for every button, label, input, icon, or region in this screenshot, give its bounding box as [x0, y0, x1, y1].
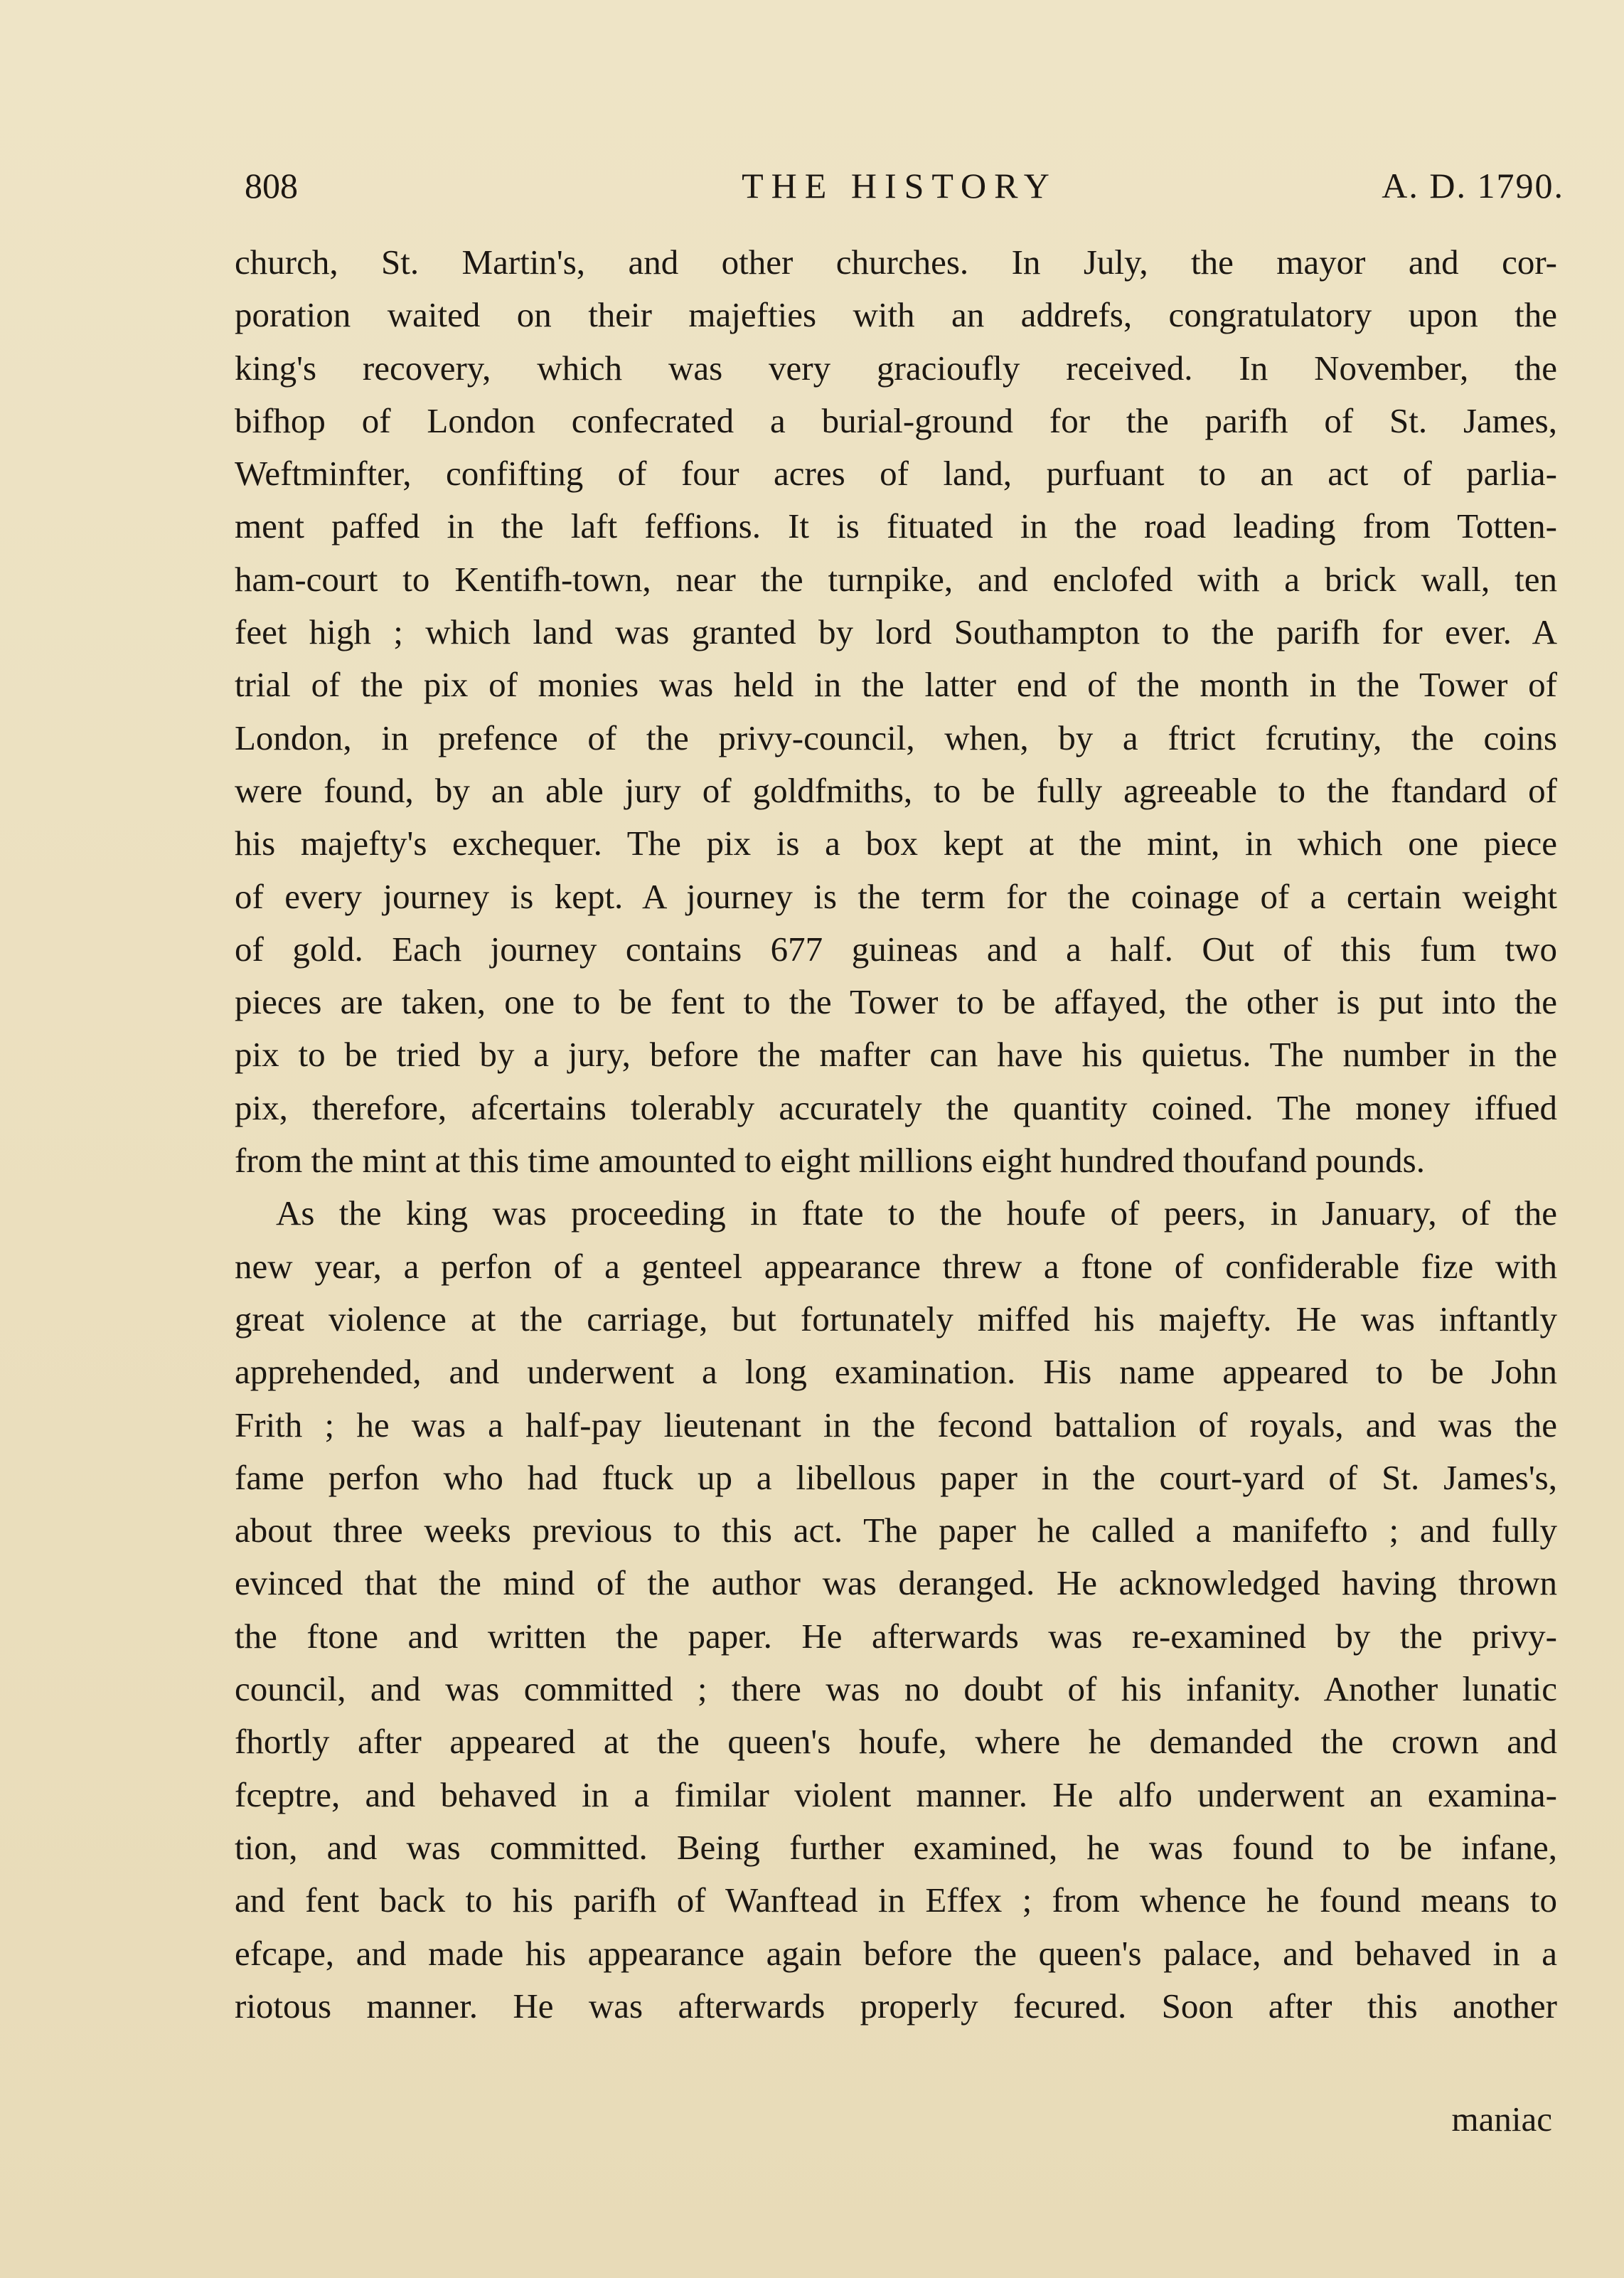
- page-number: 808: [245, 166, 298, 206]
- text-line: were found, by an able jury of goldfmiths, to be fully agreeable to the ftandard of: [235, 770, 1557, 810]
- text-line: poration waited on their majefties with an addrefs, congratulatory upon the: [235, 295, 1557, 335]
- text-line: the ftone and written the paper. He afterwards was re-examined by the privy-: [235, 1616, 1557, 1656]
- text-line: church, St. Martin's, and other churches. In July, the mayor and cor-: [235, 243, 1557, 282]
- text-line: bifhop of London confecrated a burial-ground for the parifh of St. James,: [235, 400, 1557, 440]
- text-line: fceptre, and behaved in a fimilar violent manner. He alfo underwent an examina-: [235, 1774, 1557, 1814]
- text-line: from the mint at this time amounted to eight millions eight hundred thoufand pounds.: [235, 1141, 1425, 1181]
- year-heading: A. D. 1790.: [1382, 166, 1564, 206]
- text-line: riotous manner. He was afterwards properly fecured. Soon after this another: [235, 1986, 1557, 2026]
- text-line: tion, and was committed. Being further examined, he was found to be infane,: [235, 1827, 1557, 1867]
- text-line: his majefty's exchequer. The pix is a box kept at the mint, in which one piece: [235, 824, 1557, 863]
- text-line: pieces are taken, one to be fent to the Tower to be affayed, the other is put into the: [235, 982, 1557, 1022]
- text-line: efcape, and made his appearance again before the queen's palace, and behaved in a: [235, 1933, 1557, 1973]
- page-header: [235, 161, 1564, 211]
- text-line: about three weeks previous to this act. The paper he called a manifefto ; and fully: [235, 1511, 1557, 1550]
- text-line: Frith ; he was a half-pay lieutenant in the fecond battalion of royals, and was the: [235, 1405, 1557, 1444]
- text-line: Weftminfter, confifting of four acres of land, purfuant to an act of parlia-: [235, 454, 1557, 494]
- text-line: As the king was proceeding in ftate to the houfe of peers, in January, of the: [276, 1193, 1557, 1233]
- text-line: pix, therefore, afcertains tolerably accurately the quantity coined. The money iffued: [235, 1087, 1557, 1127]
- text-line: ment paffed in the laft feffions. It is fituated in the road leading from Totten-: [235, 506, 1557, 546]
- text-line: great violence at the carriage, but fortunately miffed his majefty. He was inftantly: [235, 1299, 1557, 1338]
- text-line: evinced that the mind of the author was deranged. He acknowledged having thrown: [235, 1563, 1557, 1603]
- text-line: trial of the pix of monies was held in the latter end of the month in the Tower of: [235, 665, 1557, 705]
- text-line: pix to be tried by a jury, before the mafter can have his quietus. The number in the: [235, 1035, 1557, 1075]
- text-line: apprehended, and underwent a long examination. His name appeared to be John: [235, 1352, 1557, 1392]
- text-line: of every journey is kept. A journey is the term for the coinage of a certain weight: [235, 876, 1557, 916]
- body-text: [235, 236, 1557, 2033]
- text-line: king's recovery, which was very gracioufly received. In November, the: [235, 348, 1557, 388]
- paragraph-1: [235, 236, 1557, 1187]
- running-title: THE HISTORY: [742, 166, 1057, 206]
- paragraph-2: [235, 1187, 1557, 2033]
- text-line: of gold. Each journey contains 677 guineas and a half. Out of this fum two: [235, 929, 1557, 969]
- text-line: and fent back to his parifh of Wanftead in Effex ; from whence he found means to: [235, 1880, 1557, 1920]
- text-line: new year, a perfon of a genteel appearance threw a ftone of confiderable fize with: [235, 1246, 1557, 1286]
- text-line: council, and was committed ; there was no doubt of his infanity. Another lunatic: [235, 1669, 1557, 1709]
- text-line: London, in prefence of the privy-council, when, by a ftrict fcrutiny, the coins: [235, 718, 1557, 757]
- text-line: feet high ; which land was granted by lord Southampton to the parifh for ever. A: [235, 612, 1557, 652]
- text-line: fhortly after appeared at the queen's houfe, where he demanded the crown and: [235, 1722, 1557, 1762]
- catchword: maniac: [1451, 2099, 1552, 2139]
- text-line: fame perfon who had ftuck up a libellous paper in the court-yard of St. James's,: [235, 1457, 1557, 1497]
- text-line: ham-court to Kentifh-town, near the turnpike, and enclofed with a brick wall, ten: [235, 559, 1557, 599]
